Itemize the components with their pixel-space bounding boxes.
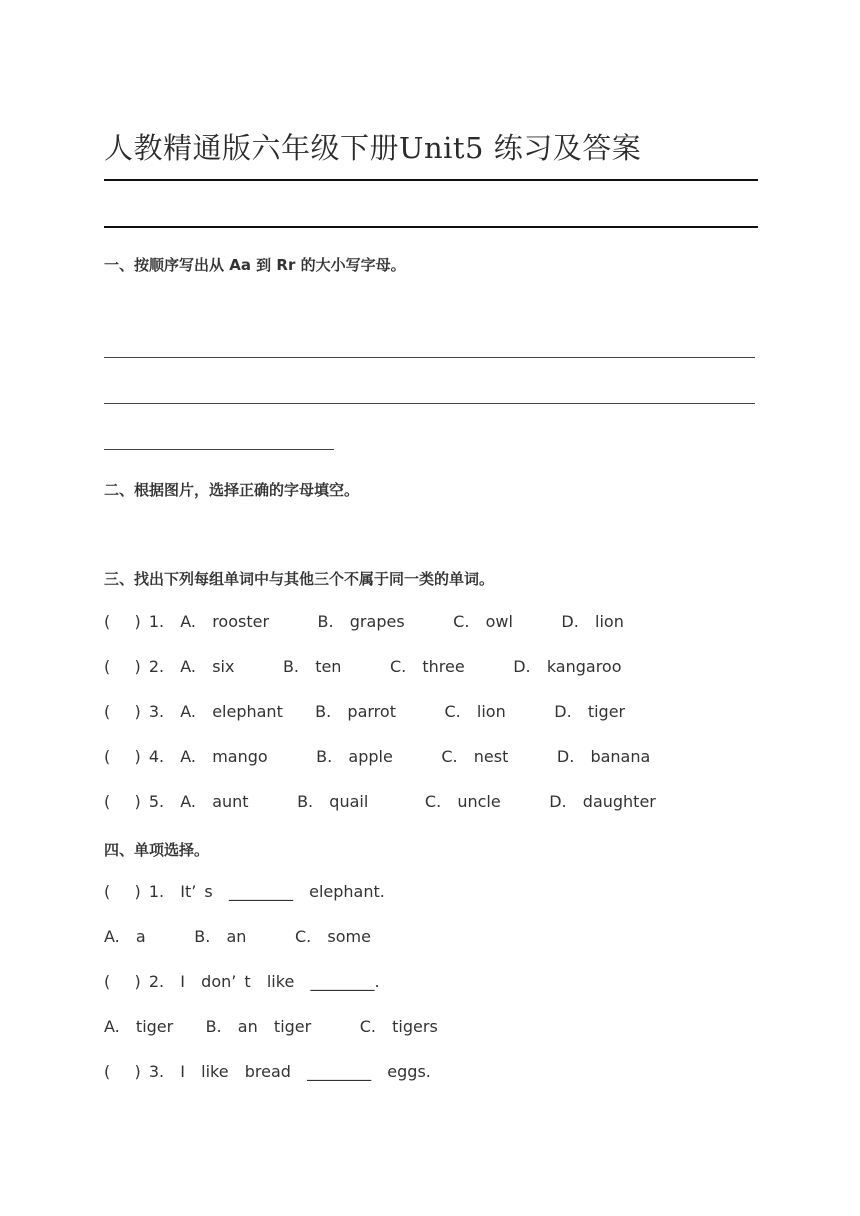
answer-line-3 [104,449,334,450]
page-title: 人教精通版六年级下册Unit5 练习及答案 [104,131,642,165]
question-row: ( ) 4. A. mango B. apple C. nest D. banana [104,747,651,766]
question-row: ( ) 1. It’ s ________ elephant. [104,882,385,901]
question-row: ( ) 3. I like bread ________ eggs. [104,1062,431,1081]
section-3-heading: 三、找出下列每组单词中与其他三个不属于同一类的单词。 [104,570,495,588]
title-rule-top [104,179,758,181]
title-rule-bottom [104,226,758,228]
section-1-heading: 一、按顺序写出从 Aa 到 Rr 的大小写字母。 [104,256,406,274]
question-row: ( ) 5. A. aunt B. quail C. uncle D. daughter [104,792,656,811]
section-4-heading: 四、单项选择。 [104,841,210,859]
options-row: A. a B. an C. some [104,927,371,946]
options-row: A. tiger B. an tiger C. tigers [104,1017,438,1036]
answer-line-2 [104,403,755,404]
question-row: ( ) 1. A. rooster B. grapes C. owl D. lion [104,612,624,631]
question-row: ( ) 3. A. elephant B. parrot C. lion D. tiger [104,702,626,721]
answer-line-1 [104,357,755,358]
section-2-heading: 二、根据图片，选择正确的字母填空。 [104,481,360,499]
question-row: ( ) 2. A. six B. ten C. three D. kangaroo [104,657,622,676]
question-row: ( ) 2. I don’ t like ________. [104,972,380,991]
